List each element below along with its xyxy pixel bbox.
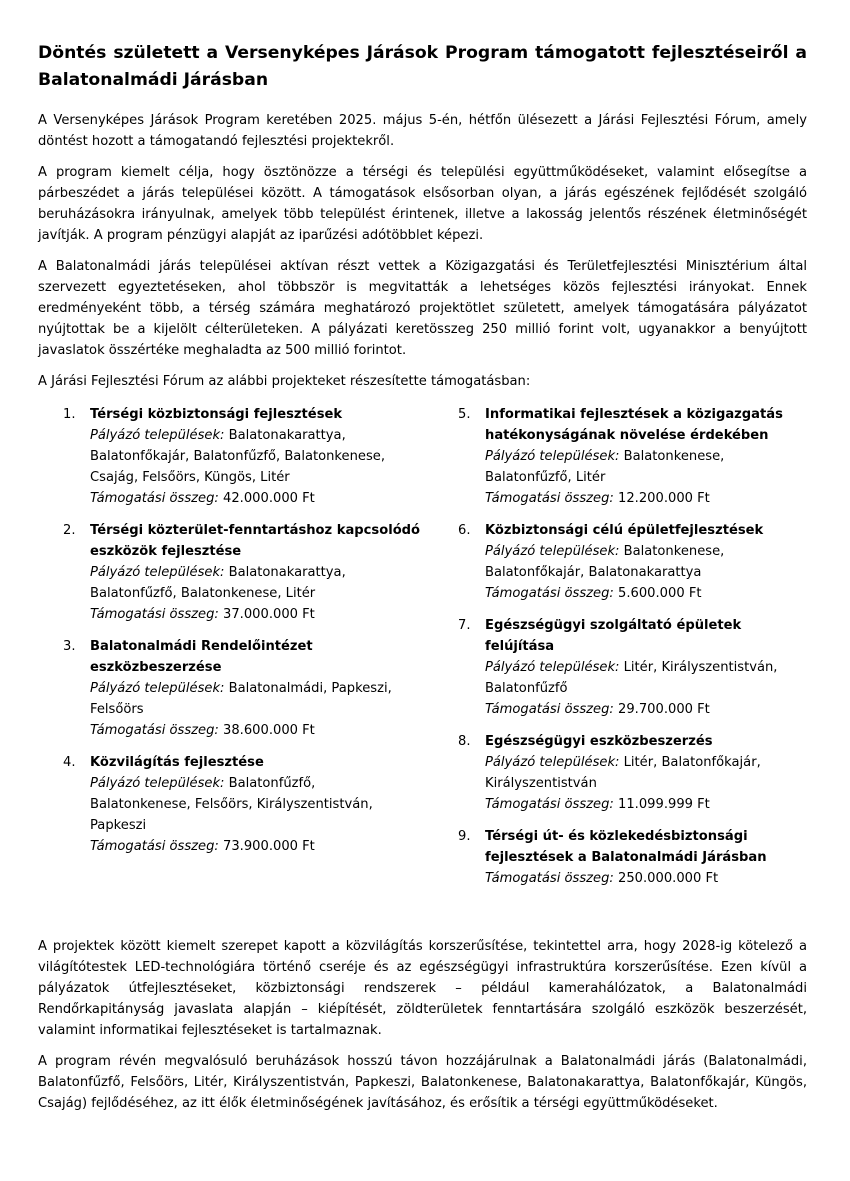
amount-label: Támogatási összeg: xyxy=(485,797,614,812)
project-applicants: Felsőörs xyxy=(90,702,144,717)
project-amount: 11.099.999 Ft xyxy=(618,797,710,812)
project-item xyxy=(458,520,807,604)
amount-label: Támogatási összeg: xyxy=(90,491,219,506)
closing-paragraph-2: A program révén megvalósuló beruházások hosszú távon hozzájárulnak a Balatonalmádi járás (Balatonalmádi, Balatonfűzfő, Felsőörs, Litér, Királyszentistván, Papkeszi, Balatonkenese, Balatonakarattya, Balatonfőkajár, Küngös, Csajág) fejlődéséhez, az itt élők életminőségének javításához, és erősítik a térségi együttműködéseket. xyxy=(38,1054,807,1111)
project-title xyxy=(90,404,453,425)
project-applicants-line xyxy=(485,467,807,488)
intro-paragraph-3: A Balatonalmádi járás települései aktívan részt vettek a Közigazgatási és Területfejlesztési Minisztérium által szervezett egyeztetéseken, ahol többször is megvitatták a lehetséges közös fejlesztési irányokat. Ennek eredményeként több, a térség számára meghatározó projektötlet született, amelyek támogatására pályázatot nyújtottak be a kijelölt célterületeken. A pályázati keretösszeg 250 millió forint volt, ugyanakkor a benyújtott javaslatok összértéke meghaladta az 500 millió forintot. xyxy=(38,259,807,358)
project-number: 8. xyxy=(458,734,471,749)
project-amount: 73.900.000 Ft xyxy=(223,839,315,854)
project-applicants: Királyszentistván xyxy=(485,776,597,791)
project-item xyxy=(458,615,807,720)
project-applicants-line xyxy=(90,562,453,583)
project-number: 9. xyxy=(458,829,471,844)
project-applicants-line xyxy=(485,773,807,794)
amount-label: Támogatási összeg: xyxy=(90,839,219,854)
project-applicants-line xyxy=(485,752,807,773)
project-title-line: Informatikai fejlesztések a közigazgatás xyxy=(485,407,783,422)
applicants-label: Pályázó települések: xyxy=(90,565,225,580)
project-amount: 42.000.000 Ft xyxy=(223,491,315,506)
project-number: 1. xyxy=(63,407,76,422)
project-title xyxy=(90,520,453,562)
project-title-line: fejlesztések a Balatonalmádi Járásban xyxy=(485,850,767,865)
project-amount: 5.600.000 Ft xyxy=(618,586,702,601)
project-amount: 38.600.000 Ft xyxy=(223,723,315,738)
project-amount-line xyxy=(485,699,807,720)
applicants-label: Pályázó települések: xyxy=(90,681,225,696)
project-title xyxy=(485,615,807,657)
amount-label: Támogatási összeg: xyxy=(485,586,614,601)
project-title xyxy=(485,520,807,541)
project-applicants-line xyxy=(90,678,453,699)
project-title xyxy=(485,731,807,752)
project-item xyxy=(458,731,807,815)
project-amount: 12.200.000 Ft xyxy=(618,491,710,506)
project-title-line: Közbiztonsági célú épületfejlesztések xyxy=(485,523,764,538)
project-applicants-line xyxy=(90,815,453,836)
project-amount-line xyxy=(485,583,807,604)
project-applicants-line xyxy=(485,446,807,467)
project-applicants-line xyxy=(90,699,453,720)
amount-label: Támogatási összeg: xyxy=(485,702,614,717)
list-intro: A Járási Fejlesztési Fórum az alábbi projekteket részesítette támogatásban: xyxy=(38,374,531,389)
project-amount-line xyxy=(90,836,453,857)
project-applicants: Papkeszi xyxy=(90,818,147,833)
project-title xyxy=(485,826,807,868)
project-title-line: Egészségügyi eszközbeszerzés xyxy=(485,734,713,749)
project-applicants-line xyxy=(90,446,453,467)
document-page xyxy=(38,40,807,1124)
project-title-line: Közvilágítás fejlesztése xyxy=(90,755,264,770)
project-title-line: Egészségügyi szolgáltató épületek felújítása xyxy=(485,618,742,654)
project-applicants: Csajág, Felsőörs, Küngös, Litér xyxy=(90,470,290,485)
page-title: Döntés született a Versenyképes Járások Program támogatott fejlesztéseiről a Balatonalmádi Járásban xyxy=(38,43,807,90)
project-title-line: Balatonalmádi Rendelőintézet xyxy=(90,639,313,654)
project-applicants: Balatonakarattya, xyxy=(228,565,346,580)
project-applicants: Balatonalmádi, Papkeszi, xyxy=(228,681,392,696)
project-applicants-line xyxy=(90,773,453,794)
project-item xyxy=(63,752,453,857)
project-applicants-line xyxy=(485,678,807,699)
applicants-label: Pályázó települések: xyxy=(90,776,225,791)
project-list xyxy=(38,404,807,900)
project-number: 5. xyxy=(458,407,471,422)
project-applicants: Balatonkenese, xyxy=(623,449,725,464)
project-applicants-line xyxy=(485,541,807,562)
project-amount: 29.700.000 Ft xyxy=(618,702,710,717)
project-title-line: eszközök fejlesztése xyxy=(90,544,242,559)
project-applicants: Balatonfűzfő, xyxy=(228,776,316,791)
project-applicants: Litér, Királyszentistván, xyxy=(623,660,778,675)
amount-label: Támogatási összeg: xyxy=(90,607,219,622)
closing-section xyxy=(38,936,807,1114)
project-applicants: Litér, Balatonfőkajár, xyxy=(623,755,761,770)
intro-paragraph-1: A Versenyképes Járások Program keretében 2025. május 5-én, hétfőn ülésezett a Járási Fejlesztési Fórum, amely döntést hozott a támogatandó fejlesztési projektekről. xyxy=(38,113,807,149)
project-list-left xyxy=(38,404,453,900)
project-applicants: Balatonfűzfő, Balatonkenese, Litér xyxy=(90,586,316,601)
project-title xyxy=(485,404,807,446)
project-title xyxy=(90,752,453,773)
project-applicants: Balatonkenese, xyxy=(623,544,725,559)
project-title-line: Térségi közterület-fenntartáshoz kapcsolódó xyxy=(90,523,421,538)
project-number: 6. xyxy=(458,523,471,538)
project-applicants-line xyxy=(90,425,453,446)
project-item xyxy=(63,520,453,625)
project-applicants-line xyxy=(90,794,453,815)
project-list-right xyxy=(453,404,807,900)
project-applicants: Balatonfőkajár, Balatonfűzfő, Balatonkenese, xyxy=(90,449,385,464)
applicants-label: Pályázó települések: xyxy=(485,544,620,559)
project-applicants-line xyxy=(90,583,453,604)
project-title xyxy=(90,636,453,678)
project-applicants: Balatonfűzfő xyxy=(485,681,568,696)
project-number: 2. xyxy=(63,523,76,538)
project-applicants: Balatonfűzfő, Litér xyxy=(485,470,606,485)
project-title-line: hatékonyságának növelése érdekében xyxy=(485,428,769,443)
project-number: 3. xyxy=(63,639,76,654)
closing-paragraph-1: A projektek között kiemelt szerepet kapott a közvilágítás korszerűsítése, tekintettel arra, hogy 2028-ig kötelező a világítótestek LED-technológiára történő cseréje és az egészségügyi infrastruktúra korszerűsítése. Ezen kívül a pályázatok útfejlesztéseket, közbiztonsági rendszerek – például kamerahálózatok, a Balatonalmádi Rendőrkapitányság javaslata alapján – kiépítését, zöldterületek fenntartására szolgáló eszközök beszerzését, valamint informatikai fejlesztéseket is tartalmaznak. xyxy=(38,939,807,1038)
project-applicants-line xyxy=(90,467,453,488)
applicants-label: Pályázó települések: xyxy=(90,428,225,443)
project-amount-line xyxy=(485,868,807,889)
project-amount-line xyxy=(90,604,453,625)
project-title-line: Térségi út- és közlekedésbiztonsági xyxy=(485,829,748,844)
applicants-label: Pályázó települések: xyxy=(485,660,620,675)
project-amount: 37.000.000 Ft xyxy=(223,607,315,622)
project-item xyxy=(458,404,807,509)
project-applicants-line xyxy=(485,562,807,583)
applicants-label: Pályázó települések: xyxy=(485,449,620,464)
project-applicants: Balatonfőkajár, Balatonakarattya xyxy=(485,565,702,580)
project-applicants: Balatonkenese, Felsőörs, Királyszentistván, xyxy=(90,797,373,812)
project-amount: 250.000.000 Ft xyxy=(618,871,719,886)
project-title-line: Térségi közbiztonsági fejlesztések xyxy=(90,407,343,422)
intro-paragraph-2: A program kiemelt célja, hogy ösztönözze a térségi és települési együttműködéseket, valamint elősegítse a párbeszédet a járás települései között. A támogatások elsősorban olyan, a járás egészének fejlődését szolgáló beruházásokra irányulnak, amelyek több települést érintenek, illetve a lakosság jelentős részének életminőségét javítják. A program pénzügyi alapját az iparűzési adótöbblet képezi. xyxy=(38,165,807,243)
project-applicants-line xyxy=(485,657,807,678)
amount-label: Támogatási összeg: xyxy=(90,723,219,738)
project-amount-line xyxy=(485,794,807,815)
project-amount-line xyxy=(90,488,453,509)
project-item xyxy=(63,636,453,741)
project-amount-line xyxy=(90,720,453,741)
project-title-line: eszközbeszerzése xyxy=(90,660,222,675)
project-item xyxy=(63,404,453,509)
project-number: 4. xyxy=(63,755,76,770)
project-number: 7. xyxy=(458,618,471,633)
amount-label: Támogatási összeg: xyxy=(485,491,614,506)
project-amount-line xyxy=(485,488,807,509)
project-item xyxy=(458,826,807,889)
amount-label: Támogatási összeg: xyxy=(485,871,614,886)
applicants-label: Pályázó települések: xyxy=(485,755,620,770)
project-applicants: Balatonakarattya, xyxy=(228,428,346,443)
